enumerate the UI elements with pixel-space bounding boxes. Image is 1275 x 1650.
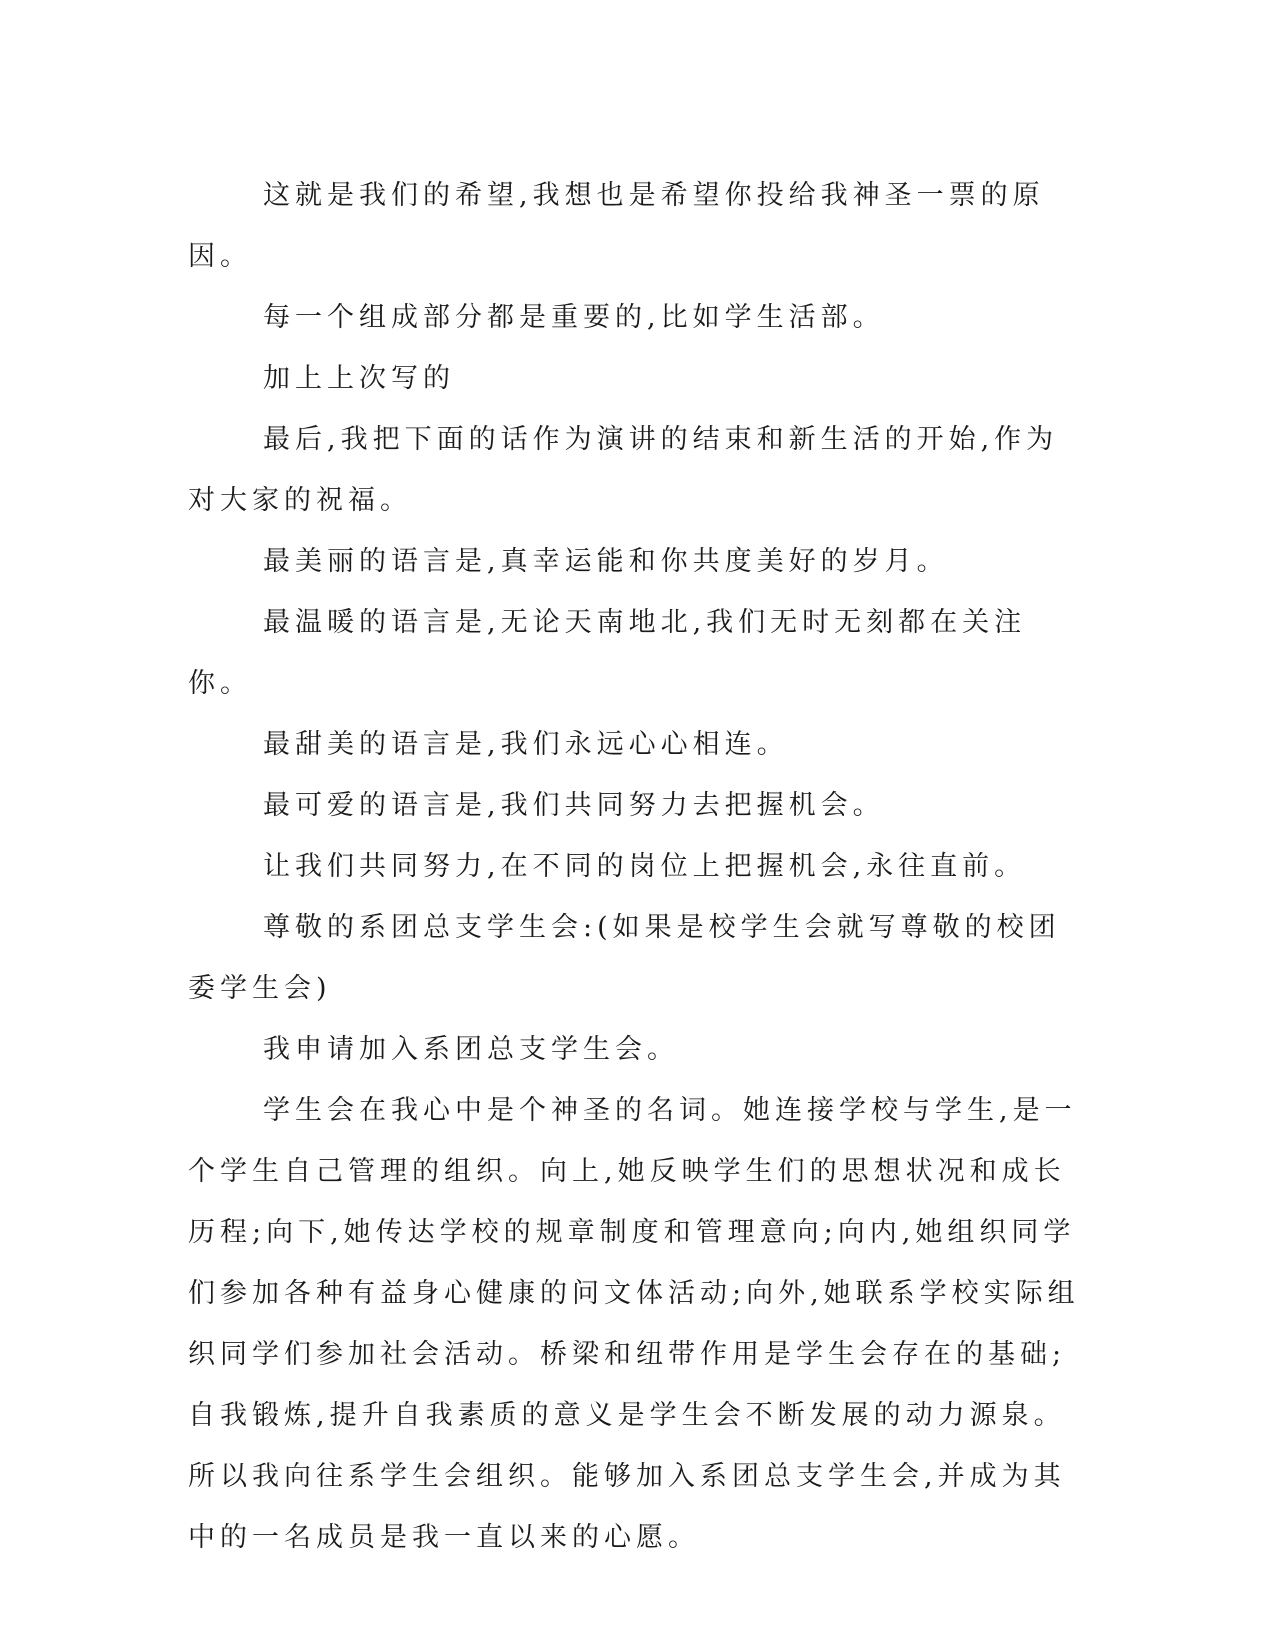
paragraph: 每一个组成部分都是重要的,比如学生活部。 — [263, 302, 885, 333]
paragraph: 学生会在我心中是个神圣的名词。她连接学校与学生,是一个学生自己管理的组织。向上,她反映学生们的思想状况和成长历程;向下,她传达学校的规章制度和管理意向;向内,她组织同学们参加各种有益身心健康的问文体活动;向外,她联系学校实际组织同学们参加社会活动。桥梁和纽带作用是学生会存在的基础;自我锻炼,提升自我素质的意义是学生会不断发展的动力源泉。所以我向往系学生会组织。能够加入系团总支学生会,并成为其中的一名成员是我一直以来的心愿。 — [188, 1095, 1080, 1553]
paragraph: 最甜美的语言是,我们永远心心相连。 — [263, 729, 789, 760]
paragraph: 尊敬的系团总支学生会:(如果是校学生会就写尊敬的校团委学生会) — [188, 912, 1061, 1004]
paragraph: 让我们共同努力,在不同的岗位上把握机会,永往直前。 — [263, 851, 1027, 882]
paragraph: 这就是我们的希望,我想也是希望你投给我神圣一票的原因。 — [188, 180, 1045, 272]
document-body — [188, 165, 1088, 1568]
paragraph: 最温暖的语言是,无论天南地北,我们无时无刻都在关注你。 — [188, 607, 1027, 699]
paragraph: 最后,我把下面的话作为演讲的结束和新生活的开始,作为对大家的祝福。 — [188, 424, 1059, 516]
paragraph: 最可爱的语言是,我们共同努力去把握机会。 — [263, 790, 885, 821]
paragraph: 我申请加入系团总支学生会。 — [263, 1034, 679, 1065]
paragraph: 最美丽的语言是,真幸运能和你共度美好的岁月。 — [263, 546, 949, 577]
paragraph: 加上上次写的 — [263, 363, 455, 394]
